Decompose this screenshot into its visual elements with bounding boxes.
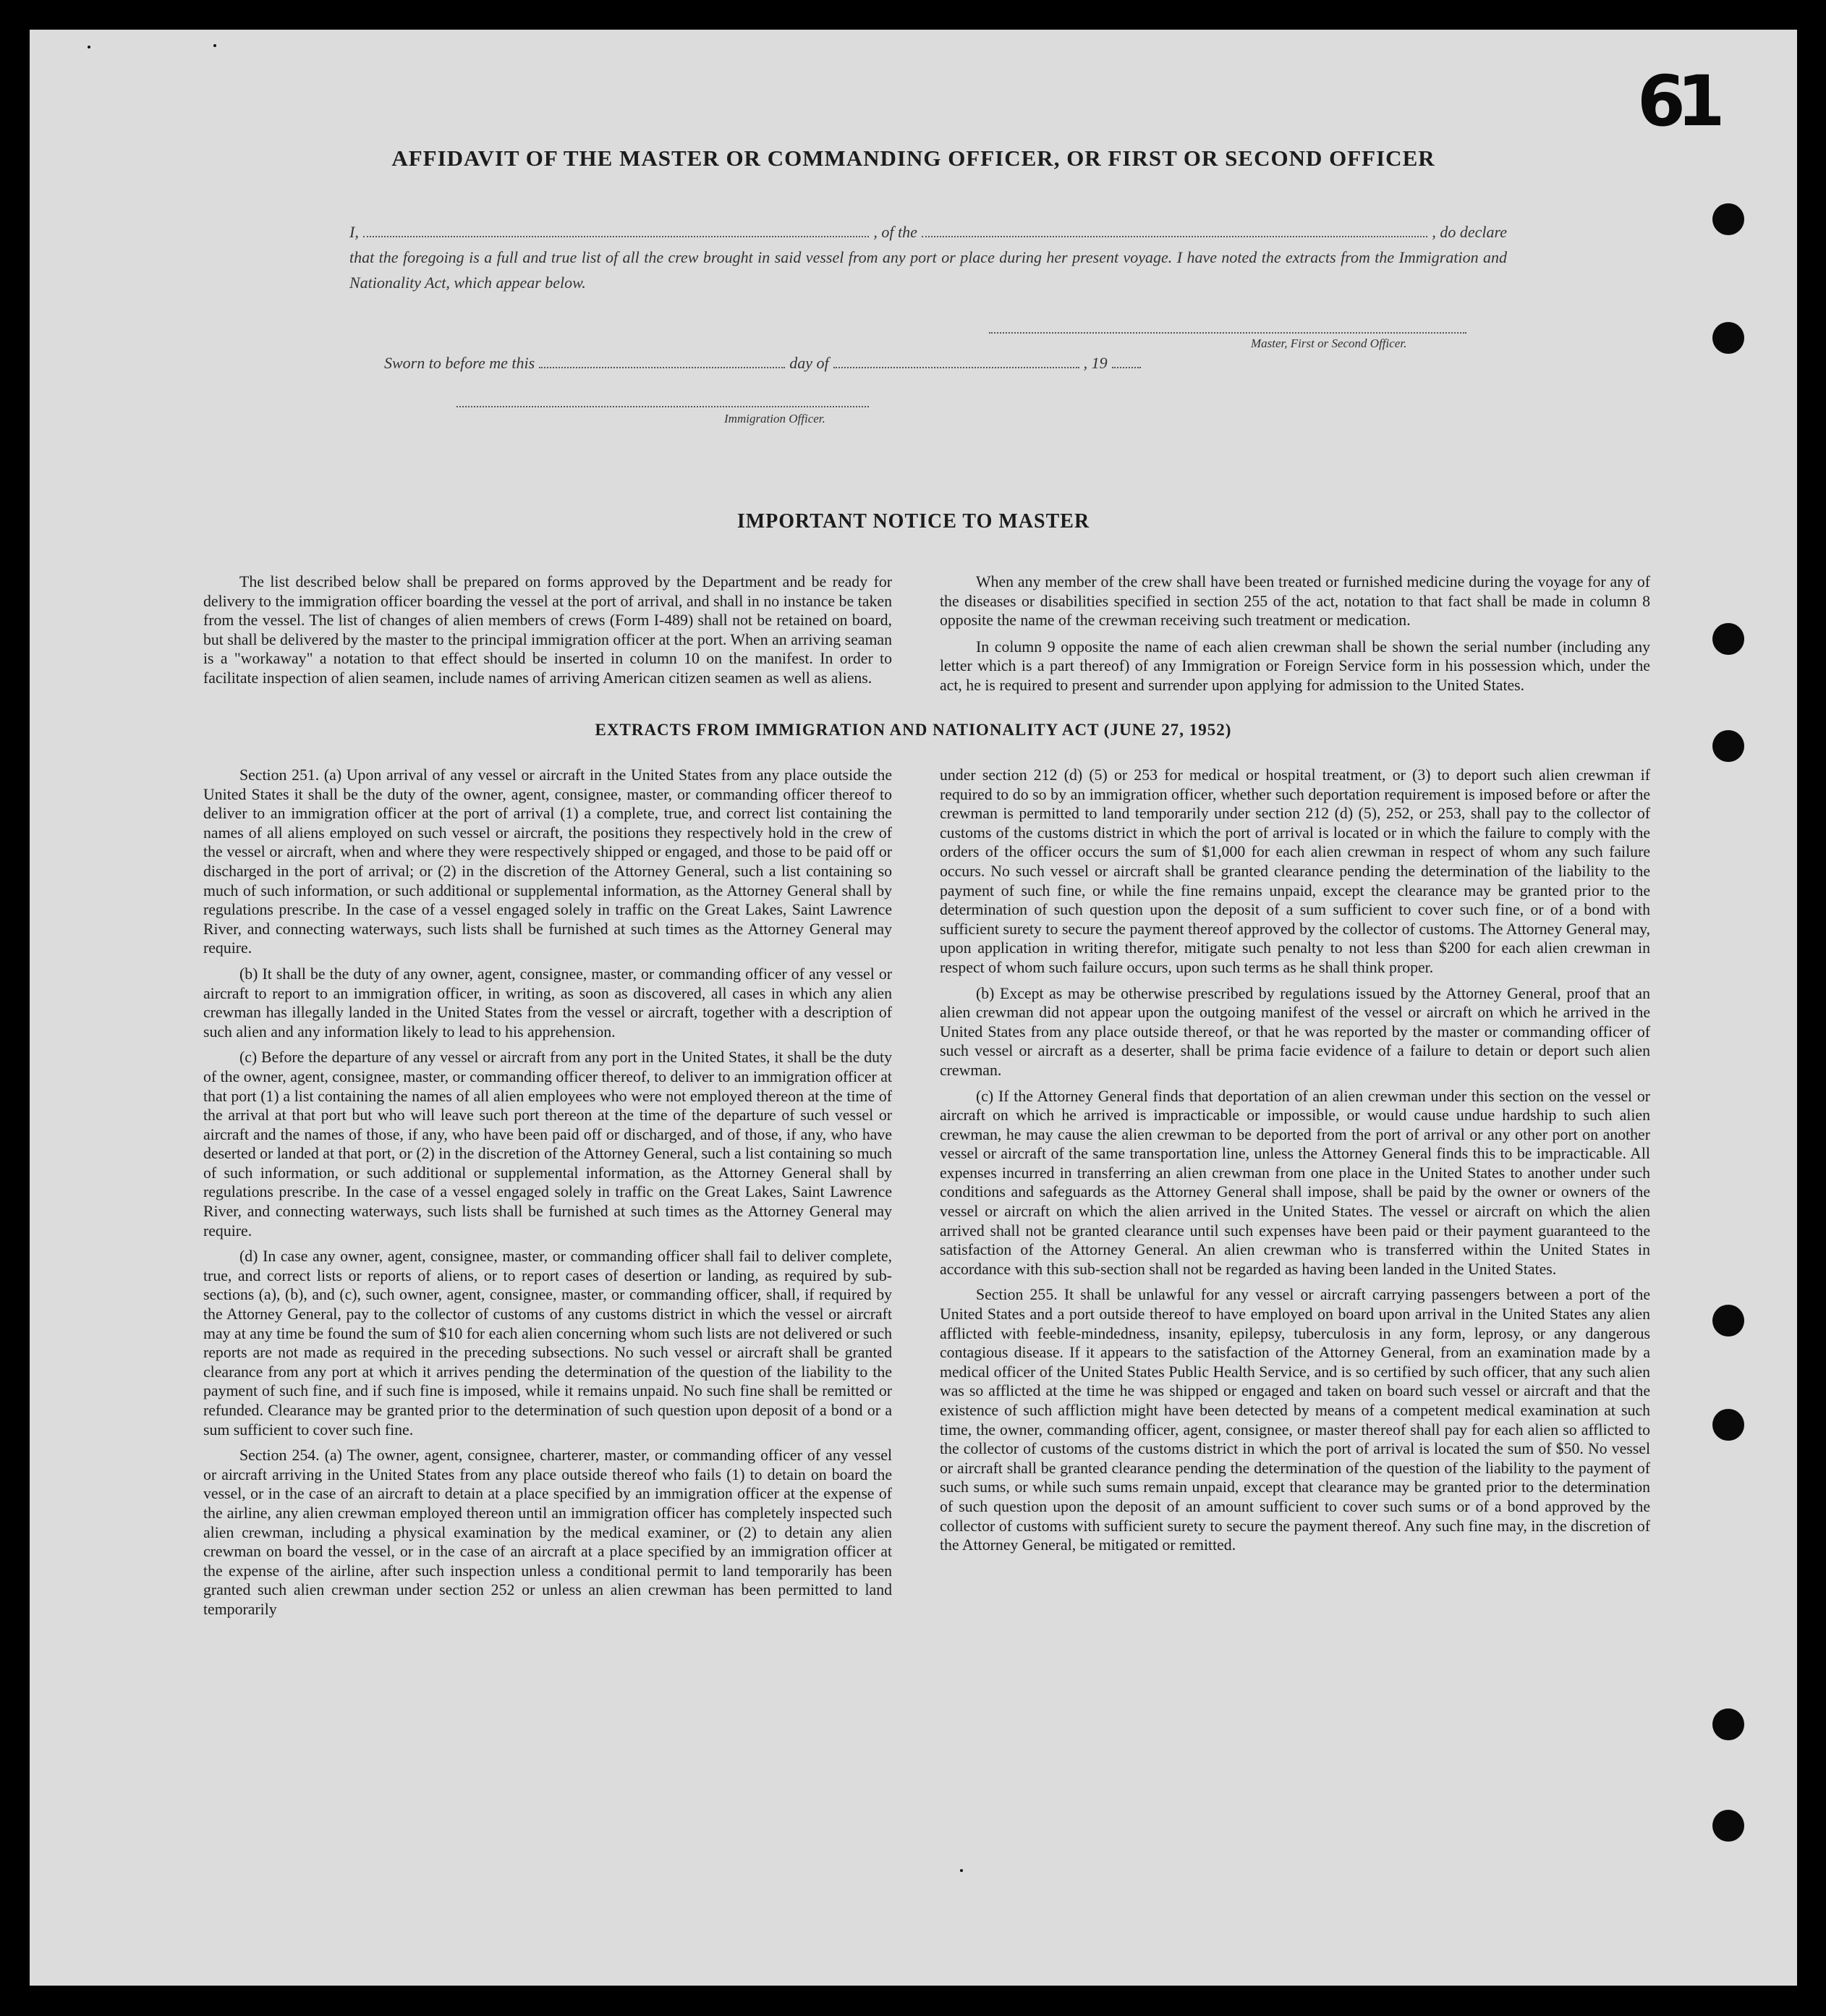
affidavit-title: AFFIDAVIT OF THE MASTER OR COMMANDING OFFICER, OR FIRST OR SECOND OFFICER xyxy=(391,145,1435,171)
section-254c: (c) If the Attorney General finds that deportation of an alien crewman under this section on the vessel or aircraft on which he arrived is impracticable or impossible, or would cause undue hardship to such alien crewman, he may cause the alien crewman to be deported from the port of arrival or any other port on another vessel or aircraft of the same transportation line, unless the Attorney General finds this to be impracticable. All expenses incurred in transferring an alien crewman from one place in the United States to another under such conditions and safeguards as the Attorney General shall impose, shall be paid by the owner or owners of the vessel or aircraft on which the alien arrived in the United States. The vessel or aircraft on which the alien arrived shall not be granted clearance until such expenses have been paid or their payment guaranteed to the satisfaction of the Attorney General. An alien crewman who is transferred within the United States in accordance with this sub-section shall not be regarded as having been landed in the United States. xyxy=(940,1087,1650,1278)
officer-caption: Immigration Officer. xyxy=(724,412,825,425)
extracts-left-column xyxy=(203,766,892,1626)
sworn-month-blank xyxy=(833,366,1079,368)
notice-paragraph: When any member of the crew shall have been treated or furnished medicine during the voyage for any of the diseases or disabilities specified in section 255 of the act, notation to that fact shall be made in column 8 opposite the name of the crewman receiving such treatment or medication. xyxy=(940,573,1650,630)
master-signature-line xyxy=(989,332,1466,334)
speck xyxy=(88,46,90,48)
name-blank xyxy=(363,235,870,237)
section-254b: (b) Except as may be otherwise prescribed by regulations issued by the Attorney General, proof that an alien crewman did not appear upon the outgoing manifest of the vessel or aircraft on which he arrived in the United States from any place outside thereof, or that he was reported by the master or commanding officer of such vessel or aircraft as a deserter, shall be prima facie evidence of a failure to detain or deport such alien crewman. xyxy=(940,984,1650,1079)
notice-title: IMPORTANT NOTICE TO MASTER xyxy=(736,510,1090,533)
sworn-day-of: day of xyxy=(789,354,829,372)
sworn-year-blank xyxy=(1112,366,1141,368)
sworn-day-blank xyxy=(539,366,785,368)
notice-right-column xyxy=(940,572,1650,703)
punch-hole-icon xyxy=(1712,1305,1744,1337)
speck xyxy=(960,1869,963,1872)
notice-paragraph: In column 9 opposite the name of each alien crewman shall be shown the serial number (including any letter which is a part thereof) of any Immigration or Foreign Service form in his possession which, under the act, he is required to present and surrender upon applying for admission to the United States. xyxy=(940,638,1650,694)
sworn-label: Sworn to before me this xyxy=(384,354,535,372)
punch-hole-icon xyxy=(1712,1708,1744,1740)
punch-hole-icon xyxy=(1712,1810,1744,1842)
extracts-right-column xyxy=(940,766,1650,1562)
declaration xyxy=(349,219,1507,295)
section-251b: (b) It shall be the duty of any owner, agent, consignee, master, or commanding officer of any vessel or aircraft to report to an immigration officer, in writing, as soon as discovered, all cases in which any alien crewman has illegally landed in the United States from the vessel or aircraft, together with a description of such alien and any information likely to lead to his apprehension. xyxy=(203,965,892,1041)
vessel-blank xyxy=(922,235,1428,237)
notice-paragraph: The list described below shall be prepared on forms approved by the Department and be ready for delivery to the immigration officer boarding the vessel at the port of arrival, and shall in no instance be taken from the vessel. The list of changes of alien members of crews (Form I-489) shall not be retained on board, but shall be delivered by the master to the principal immigration officer at the port. When an arriving seaman is a "workaway" a notation to that effect should be inserted in column 10 on the manifest. In order to facilitate inspection of alien seamen, include names of arriving American citizen seamen as well as aliens. xyxy=(203,573,892,687)
extracts-title: EXTRACTS FROM IMMIGRATION AND NATIONALITY ACT (JUNE 27, 1952) xyxy=(595,721,1232,739)
sworn-year: , 19 xyxy=(1083,354,1108,372)
punch-hole-icon xyxy=(1712,623,1744,655)
section-251d: (d) In case any owner, agent, consignee, master, or commanding officer shall fail to deliver complete, true, and correct lists or reports of aliens, or to report cases of desertion or landing, as required by sub-sections (a), (b), and (c), such owner, agent, consignee, master, or commanding officer, shall, if required by the Attorney General, pay to the collector of customs of any customs district in which the vessel or aircraft may at any time be found the sum of $10 for each alien concerning whom such lists are not delivered or such reports are not made as required in the preceding subsections. No such vessel or aircraft shall be granted clearance from any port at which it arrives pending the determination of the question of the liability to the payment of such fine, and if such fine is imposed, while it remains unpaid. No such fine shall be remitted or refunded. Clearance may be granted prior to the determination of such question upon deposit of a bond or a sum sufficient to cover such fine. xyxy=(203,1248,892,1439)
declaration-text: that the foregoing is a full and true list of all the crew brought in said vessel from any port or place during her present voyage. I have noted the extracts from the Immigration and Nationality Act, which appear below. xyxy=(349,248,1507,292)
section-254a-cont: under section 212 (d) (5) or 253 for medical or hospital treatment, or (3) to deport such alien crewman if required to do so by an immigration officer, whether such deportation requirement is imposed before or after the crewman is permitted to land temporarily under section 212 (d) (5), 252, or 253, shall pay to the collector of customs of the customs district in which the port of arrival is located or in which the failure to comply with the orders of the officer occurs the sum of $1,000 for each alien crewman in respect of whom any such failure occurs. No such vessel or aircraft shall be granted clearance pending the determination of the liability to the payment of such fine, or while the fine remains unpaid, except the clearance may be granted prior to the determination of such question upon the deposit of a sum sufficient to cover such fine, or of a bond with sufficient surety to secure the payment thereof approved by the collector of customs. The Attorney General may, upon application in writing therefor, mitigate such penalty to not less than $200 for each alien crewman in respect of whom such failure occurs, upon such terms as he shall think proper. xyxy=(940,766,1650,976)
punch-hole-icon xyxy=(1712,1409,1744,1441)
punch-hole-icon xyxy=(1712,322,1744,354)
section-255: Section 255. It shall be unlawful for any vessel or aircraft carrying passengers between a port of the United States and a port outside thereof to have employed on board upon arrival in the United States any alien afflicted with feeble-mindedness, insanity, epilepsy, tuberculosis in any form, leprosy, or any dangerous contagious disease. If it appears to the satisfaction of the Attorney General, from an examination made by a medical officer of the United States Public Health Service, and is so certified by such officer, that any such alien was so afflicted at the time he was shipped or engaged and taken on board such vessel or aircraft and that the existence of such affliction might have been detected by means of a competent medical examination at such time, the owner, commanding officer, agent, consignee, or master thereof shall pay for each alien so afflicted to the collector of customs of the customs district in which the port of arrival is located the sum of $50. No vessel or aircraft shall be granted clearance pending the determination of the question of the liability to the payment of such sums, or while such sums remain unpaid, except that clearance may be granted prior to the determination of such question upon the deposit of an amount sufficient to cover such sums or of a bond approved by the collector of customs with sufficient surety to secure the payment thereof. Any such fine may, in the discretion of the Attorney General, be mitigated or remitted. xyxy=(940,1286,1650,1554)
document-page xyxy=(30,30,1797,1986)
section-251a: Section 251. (a) Upon arrival of any vessel or aircraft in the United States from any place outside the United States it shall be the duty of the owner, agent, consignee, master, or commanding officer thereof to deliver to an immigration officer at the port of arrival (1) a complete, true, and correct list containing the names of all aliens employed on such vessel or aircraft, the positions they respectively hold in the crew of the vessel or aircraft, when and where they were respectively shipped or engaged, and those to be paid off or discharged in the port of arrival; or (2) in the discretion of the Attorney General, such a list containing so much of such information, or such additional or supplemental information, as the Attorney General shall by regulations prescribe. In the case of a vessel engaged solely in traffic on the Great Lakes, Saint Lawrence River, and connecting waterways, such lists shall be furnished at such times as the Attorney General may require. xyxy=(203,766,892,957)
speck xyxy=(213,44,216,47)
notice-left-column xyxy=(203,572,892,695)
declaration-of-the: , of the xyxy=(873,223,917,241)
master-caption: Master, First or Second Officer. xyxy=(1251,336,1407,350)
punch-hole-icon xyxy=(1712,203,1744,235)
corner-mark: 61 xyxy=(1637,61,1717,142)
section-254a: Section 254. (a) The owner, agent, consignee, charterer, master, or commanding officer of any vessel or aircraft arriving in the United States from any place outside thereof who fails (1) to detain on board the vessel, or in the case of an aircraft to detain at a place specified by an immigration officer at the expense of the airline, any alien crewman employed thereon until an immigration officer has completely inspected such alien crewman, including a physical examination by the medical examiner, or (2) to detain any alien crewman on board the vessel, or in the case of an aircraft at a place specified by an immigration officer at the expense of the airline, after such inspection unless a conditional permit to land temporarily has been granted such alien crewman under section 252 or unless an alien crewman has been permitted to land temporarily xyxy=(203,1447,892,1618)
declaration-i: I, xyxy=(349,223,359,241)
declaration-do-declare: , do declare xyxy=(1432,223,1508,241)
sworn-line xyxy=(384,354,1252,373)
section-251c: (c) Before the departure of any vessel or aircraft from any port in the United States, it shall be the duty of the owner, agent, consignee, master, or commanding officer thereof, to deliver to an immigration officer at that port (1) a list containing the names of all alien employees who were not employed thereon at the time of the arrival at that port but who will leave such port thereon at the time of the departure of such vessel or aircraft and the names of those, if any, who have been paid off or discharged, and of those, if any, who have deserted or landed at that port, or (2) in the discretion of the Attorney General, such a list containing so much of such information, or such additional or supplemental information, as the Attorney General shall by regulations prescribe. In the case of a vessel engaged solely in traffic on the Great Lakes, Saint Lawrence River, and connecting waterways, such lists shall be furnished at such times as the Attorney General may require. xyxy=(203,1049,892,1240)
officer-signature-line xyxy=(456,406,869,407)
